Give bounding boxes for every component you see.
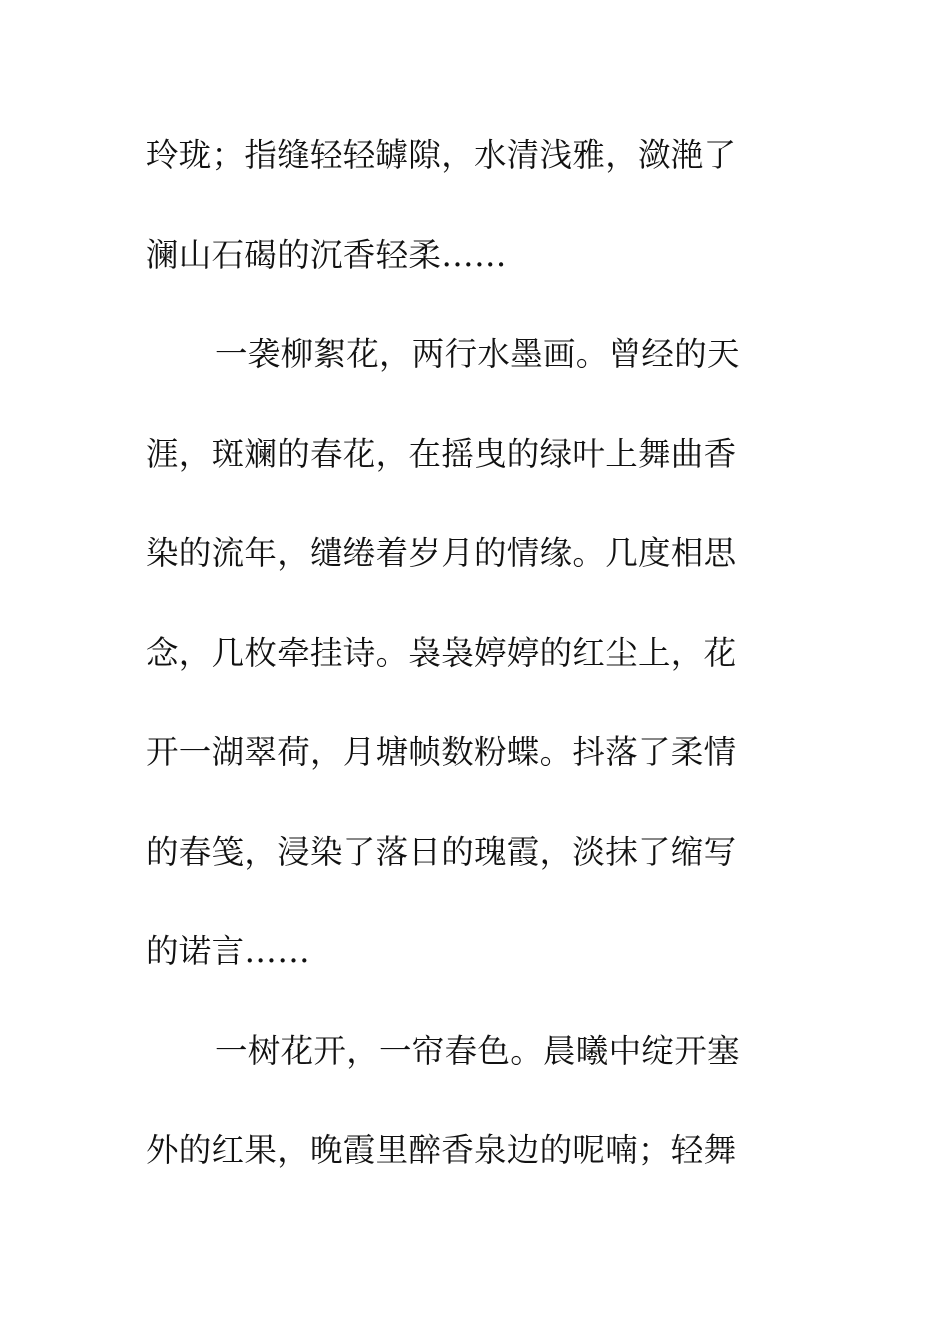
text-line: 涯，斑斓的春花，在摇曳的绿叶上舞曲香 bbox=[146, 434, 737, 473]
text-line: 染的流年，缱绻着岁月的情缘。几度相思 bbox=[146, 534, 737, 572]
text-line: 外的红果，晚霞里醉香泉边的呢喃；轻舞 bbox=[146, 1131, 737, 1169]
text-line: 开一湖翠荷，月塘帧数粉蝶。抖落了柔情 bbox=[146, 733, 737, 771]
text-line: 澜山石碣的沉香轻柔…… bbox=[146, 235, 507, 274]
text-line-paragraph-start: 一袭柳絮花，两行水墨画。曾经的天 bbox=[215, 335, 740, 373]
text-line: 念，几枚牵挂诗。袅袅婷婷的红尘上，花 bbox=[146, 633, 737, 672]
body-text bbox=[146, 126, 786, 1221]
text-line: 的诺言…… bbox=[146, 932, 311, 970]
text-line-paragraph-start: 一树花开，一帘春色。晨曦中绽开塞 bbox=[215, 1031, 740, 1070]
text-line: 的春笺，浸染了落日的瑰霞，淡抹了缩写 bbox=[146, 832, 737, 871]
text-line: 玲珑；指缝轻轻罅隙，水清浅雅，潋滟了 bbox=[146, 136, 737, 174]
